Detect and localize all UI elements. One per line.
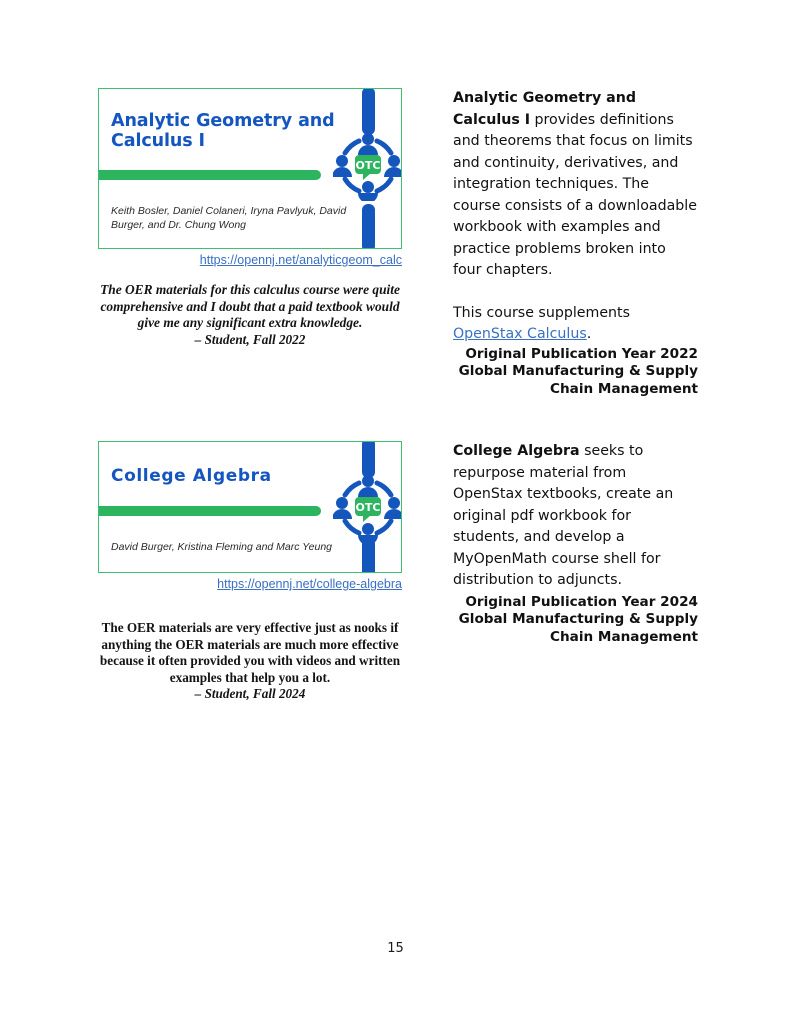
otc-logo [331, 442, 401, 572]
student-quote-attribution: – Student, Fall 2022 [194, 331, 306, 347]
course-url-link[interactable]: https://opennj.net/analyticgeom_calc [199, 253, 402, 267]
logo-stem-bottom-icon [362, 538, 375, 573]
entry-left-column [98, 88, 402, 348]
publication-year: Original Publication Year 2024 [465, 593, 698, 610]
promo-card-authors: Keith Bosler, Daniel Colaneri, Iryna Pavlyuk, David Burger, and Dr. Chung Wong [111, 205, 347, 231]
otc-people-circle-icon [333, 473, 402, 543]
entry-right-column [453, 88, 698, 398]
student-quote-attribution: – Student, Fall 2024 [194, 686, 306, 702]
openstax-calculus-link[interactable]: OpenStax Calculus [453, 326, 587, 342]
course-supplement-note [453, 303, 698, 346]
entry-left-column [98, 441, 402, 703]
logo-stem-bottom-icon [362, 204, 375, 249]
student-quote [98, 620, 402, 703]
department-name: Global Manufacturing & Supply Chain Management [458, 363, 698, 397]
otc-badge-label: OTC [355, 159, 381, 172]
otc-badge-label: OTC [355, 501, 381, 514]
course-description-body: provides definitions and theorems that focus on limits and continuity, derivatives, and integration techniques. The course consists of a downloadable workbook with examples and practice problems broken into four chapters. [453, 111, 697, 278]
student-quote [98, 282, 402, 348]
promo-card-authors: David Burger, Kristina Fleming and Marc Yeung [111, 541, 333, 553]
course-description [453, 88, 698, 282]
promo-card-title: College Algebra [111, 466, 272, 486]
student-quote-text: The OER materials are very effective just as nooks if anything the OER materials are much more effective because it often provided you with videos and written examples that help you a lot. [99, 620, 401, 685]
green-accent-bar [98, 170, 321, 180]
publication-year: Original Publication Year 2022 [465, 345, 698, 362]
supplement-prefix-text: This course supplements [453, 304, 630, 321]
department-name: Global Manufacturing & Supply Chain Management [458, 611, 698, 645]
entry-right-column [453, 441, 698, 646]
student-quote-text: The OER materials for this calculus course were quite comprehensive and I doubt that a paid textbook would give me any significant extra knowledge. [100, 282, 400, 331]
course-meta [453, 594, 698, 647]
green-accent-bar [98, 506, 321, 516]
course-description [453, 441, 698, 592]
course-description-lead: Analytic Geometry and Calculus I [453, 90, 636, 128]
course-description-body: seeks to repurpose material from OpenStax textbooks, create an original pdf workbook for students, and develop a MyOpenMath course shell for distribution to adjuncts. [453, 443, 674, 588]
page-number: 15 [387, 941, 404, 956]
course-promo-card [98, 88, 402, 249]
logo-stem-top-icon [362, 88, 375, 135]
promo-card-title: Analytic Geometry and Calculus I [111, 111, 335, 151]
supplement-suffix-text: . [586, 326, 592, 342]
course-meta [453, 346, 698, 399]
course-url-link[interactable]: https://opennj.net/college-algebra [217, 577, 402, 591]
course-description-lead: College Algebra [453, 443, 580, 459]
course-promo-card [98, 441, 402, 573]
otc-people-circle-icon [333, 131, 402, 201]
otc-logo [331, 89, 401, 248]
